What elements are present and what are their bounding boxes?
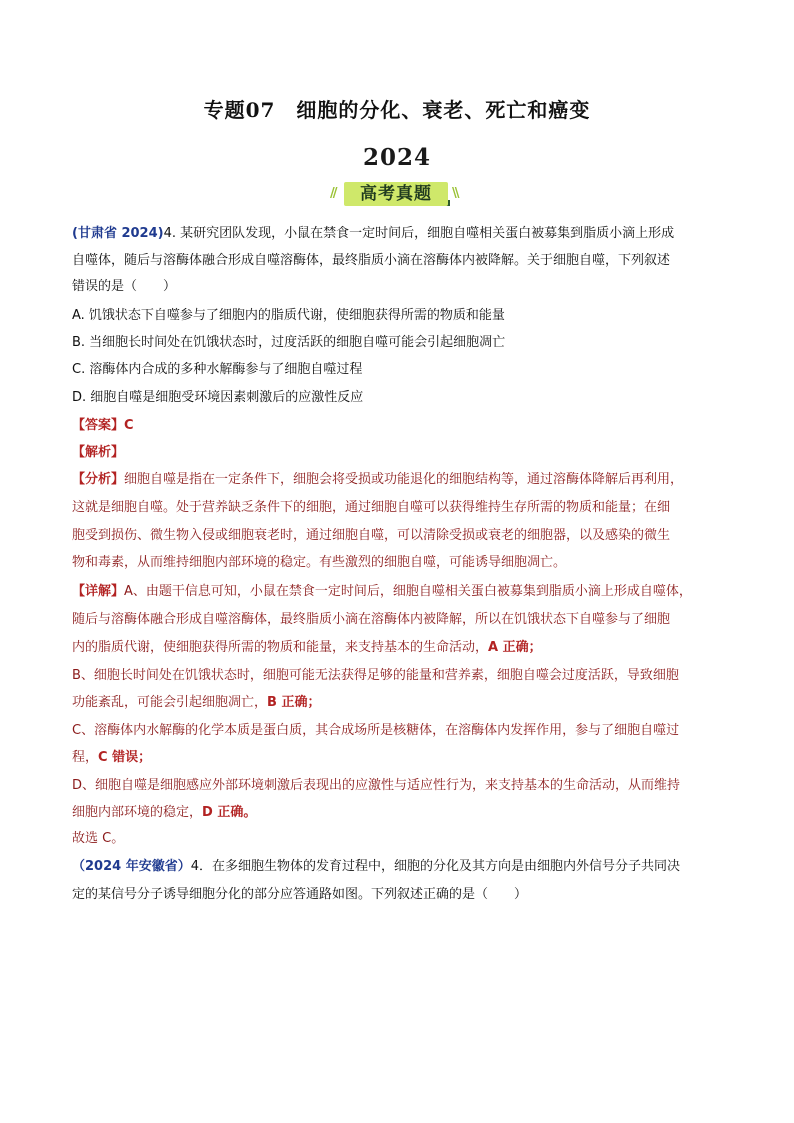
q1-option-c: C. 溶酶体内合成的多种水解酶参与了细胞自噬过程 xyxy=(72,362,363,377)
q1-option-a: A. 饥饿状态下自噬参与了细胞内的脂质代谢，使细胞获得所需的物质和能量 xyxy=(72,308,505,323)
q1-analysis-tag: 【解析】 xyxy=(72,445,125,460)
q1-xiangjie-line-1: 【详解】A、由题干信息可知，小鼠在禁食一定时间后，细胞自噬相关蛋白被募集到脂质小滴上形成自噬体， xyxy=(72,584,692,599)
answer-tag: 【答案】 xyxy=(72,418,125,433)
year-heading: 2024 xyxy=(362,144,431,171)
q1-xiangjie-line-8: D、细胞自噬是细胞感应外部环境刺激后表现出的应激性与适应性行为，来支持基本的生命活动，从而维持 xyxy=(72,778,681,793)
q1-fenxi-line-4: 物和毒素，从而维持细胞内部环境的稳定。有些激烈的细胞自噬，可能诱导细胞凋亡。 xyxy=(72,555,567,570)
judgement-c: C 错误； xyxy=(98,750,152,765)
q1-source: (甘肃省 2024) xyxy=(72,226,164,241)
q1-option-b: B. 当细胞长时间处在饥饿状态时，过度活跃的细胞自噬可能会引起细胞凋亡 xyxy=(72,335,506,350)
q1-xiangjie-line-5: 功能紊乱，可能会引起细胞凋亡，B 正确； xyxy=(72,695,321,710)
q1-fenxi-line-1: 【分析】细胞自噬是指在一定条件下，细胞会将受损或功能退化的细胞结构等，通过溶酶体降解后再利用， xyxy=(72,472,684,487)
q1-fenxi-line-2: 这就是细胞自噬。处于营养缺乏条件下的细胞，通过细胞自噬可以获得维持生存所需的物质和能量；在细 xyxy=(72,500,671,515)
q1-xiangjie-line-9: 细胞内部环境的稳定，D 正确。 xyxy=(72,805,257,820)
q1-xiangjie-line-6: C、溶酶体内水解酶的化学本质是蛋白质，其合成场所是核糖体，在溶酶体内发挥作用，参与了细胞自噬过 xyxy=(72,723,680,738)
fenxi-tag: 【分析】 xyxy=(72,472,125,487)
q1-stem-line-2: 自噬体，随后与溶酶体融合形成自噬溶酶体，最终脂质小滴在溶酶体内被降解。关于细胞自噬，下列叙述 xyxy=(72,253,671,268)
judgement-d: D 正确。 xyxy=(202,805,257,820)
q2-stem-line-2: 定的某信号分子诱导细胞分化的部分应答通路如图。下列叙述正确的是（ ） xyxy=(72,887,528,902)
q1-answer xyxy=(72,418,134,434)
q1-option-d: D. 细胞自噬是细胞受环境因素刺激后的应激性反应 xyxy=(72,390,364,405)
q1-stem-line-3: 错误的是（ ） xyxy=(72,279,177,294)
banner-deco-right: \\ xyxy=(452,186,458,201)
q2-stem-line-1: （2024 年安徽省）4．在多细胞生物体的发育过程中，细胞的分化及其方向是由细胞内外信号分子共同决 xyxy=(72,859,680,874)
judgement-b: B 正确； xyxy=(267,695,321,710)
page-title: 专题07 细胞的分化、衰老、死亡和癌变 xyxy=(203,98,591,122)
q2-source: （2024 年安徽省） xyxy=(72,859,191,874)
q1-fenxi-line-3: 胞受到损伤、微生物入侵或细胞衰老时，通过细胞自噬，可以清除受损或衰老的细胞器，以及感染的微生 xyxy=(72,528,671,543)
q1-xiangjie-line-7: 程，C 错误； xyxy=(72,750,152,765)
q1-xiangjie-line-2: 随后与溶酶体融合形成自噬溶酶体，最终脂质小滴在溶酶体内被降解，所以在饥饿状态下自噬参与了细胞 xyxy=(72,612,671,627)
q1-stem-line-1: (甘肃省 2024)4. 某研究团队发现，小鼠在禁食一定时间后，细胞自噬相关蛋白被募集到脂质小滴上形成 xyxy=(72,226,675,241)
banner-label: 高考真题 xyxy=(360,184,432,204)
banner-deco-left: // xyxy=(330,186,336,201)
answer-value: C xyxy=(124,418,134,433)
xiangjie-tag: 【详解】 xyxy=(72,584,125,599)
judgement-a: A 正确； xyxy=(488,640,542,655)
q1-conclusion: 故选 C。 xyxy=(72,831,125,846)
q1-xiangjie-line-4: B、细胞长时间处在饥饿状态时，细胞可能无法获得足够的能量和营养素，细胞自噬会过度活跃，导致细胞 xyxy=(72,668,679,683)
section-banner xyxy=(330,180,466,210)
q1-xiangjie-line-3: 内的脂质代谢，使细胞获得所需的物质和能量，来支持基本的生命活动，A 正确； xyxy=(72,640,542,655)
